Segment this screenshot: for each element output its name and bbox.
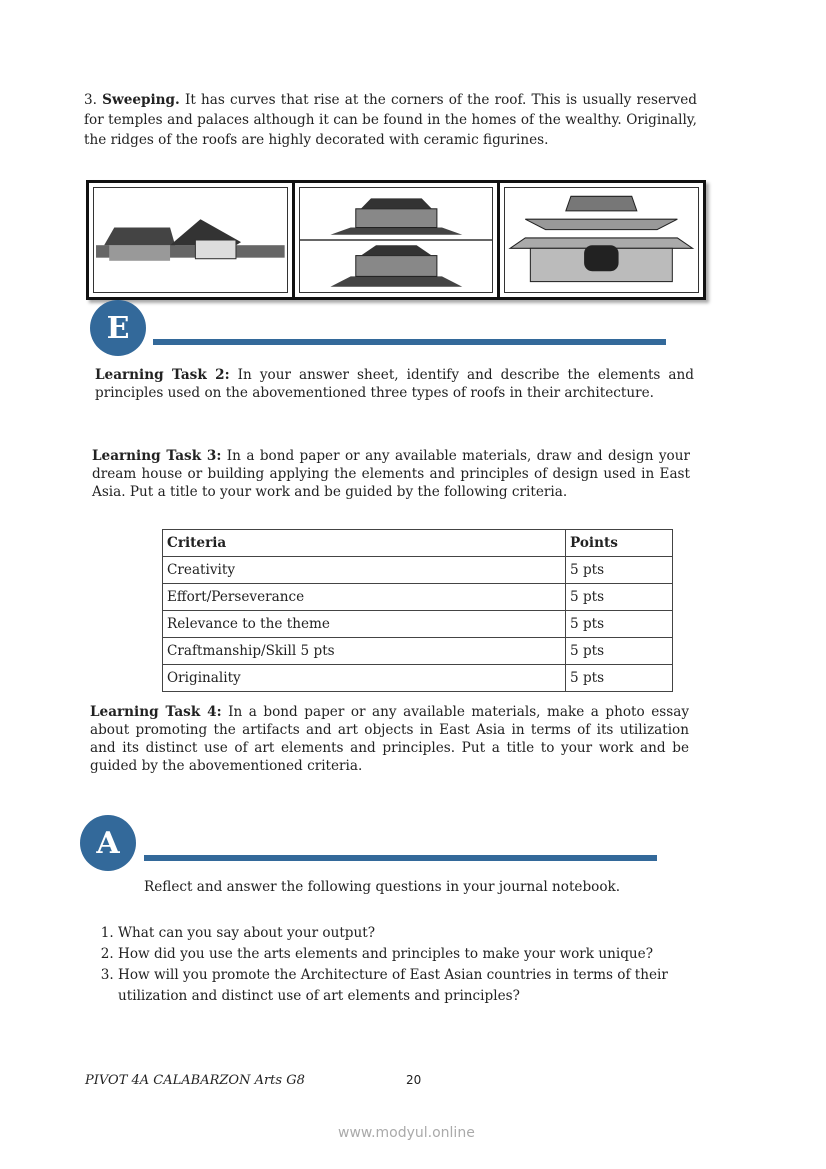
table-row	[163, 665, 673, 692]
criteria-cell: Effort/Perseverance	[163, 584, 566, 611]
table-header-row	[163, 530, 673, 557]
criteria-cell: Originality	[163, 665, 566, 692]
criteria-cell: Relevance to the theme	[163, 611, 566, 638]
section-e-rule	[153, 339, 666, 345]
task-text: In a bond paper or any available materials, make a photo essay about promoting the artifacts and art objects in East Asia in terms of its utilization and its distinct use of art elements and principles. Put a title to your work and be guided by the abovementioned criteria.	[90, 704, 689, 774]
reflection-intro: Reflect and answer the following questions in your journal notebook.	[144, 879, 621, 895]
temple-gate-illustration	[500, 183, 703, 297]
table-row	[163, 557, 673, 584]
question-item: 1. What can you say about your output?	[118, 923, 708, 944]
points-cell: 5 pts	[566, 638, 673, 665]
points-cell: 5 pts	[566, 665, 673, 692]
learning-task-2	[95, 366, 694, 402]
watermark: www.modyul.online	[338, 1125, 475, 1141]
task-text: In your answer sheet, identify and describe the elements and principles used on the abovementioned three types of roofs in their architecture.	[95, 367, 694, 401]
roof-image-strip	[86, 180, 706, 300]
item-number: 3.	[84, 92, 97, 108]
header-points: Points	[566, 530, 673, 557]
question-item: 2. How did you use the arts elements and principles to make your work unique?	[118, 944, 708, 965]
task-text: In a bond paper or any available materials, draw and design your dream house or building applying the elements and principles of design used in East Asia. Put a title to your work and be guided by the following criteria.	[92, 448, 690, 500]
reflection-questions	[90, 923, 708, 1007]
sweeping-paragraph	[84, 90, 697, 150]
learning-task-4	[90, 703, 689, 775]
question-item: 3. How will you promote the Architecture of East Asian countries in terms of their utilization and distinct use of art elements and principles?	[118, 965, 708, 1007]
criteria-cell: Craftmanship/Skill 5 pts	[163, 638, 566, 665]
criteria-cell: Creativity	[163, 557, 566, 584]
section-e-badge: E	[90, 300, 146, 356]
task-label: Learning Task 3:	[92, 448, 222, 464]
table-row	[163, 611, 673, 638]
section-a-rule	[144, 855, 657, 861]
page-number: 20	[406, 1073, 422, 1087]
table-row	[163, 638, 673, 665]
table-row	[163, 584, 673, 611]
points-cell: 5 pts	[566, 584, 673, 611]
points-cell: 5 pts	[566, 611, 673, 638]
criteria-table	[162, 529, 673, 692]
task-label: Learning Task 4:	[90, 704, 222, 720]
learning-task-3	[92, 447, 690, 501]
points-cell: 5 pts	[566, 557, 673, 584]
palace-roof-illustration	[89, 183, 295, 297]
definition: It has curves that rise at the corners of the roof. This is usually reserved for temples and palaces although it can be found in the homes of the wealthy. Originally, the ridges of the roofs are highly decorated with ceramic figurines.	[84, 92, 697, 148]
pagoda-roofs-illustration	[295, 183, 501, 297]
task-label: Learning Task 2:	[95, 367, 230, 383]
section-a-badge: A	[80, 815, 136, 871]
footer-title: PIVOT 4A CALABARZON Arts G8	[85, 1073, 305, 1088]
term: Sweeping.	[102, 92, 180, 108]
header-criteria: Criteria	[163, 530, 566, 557]
